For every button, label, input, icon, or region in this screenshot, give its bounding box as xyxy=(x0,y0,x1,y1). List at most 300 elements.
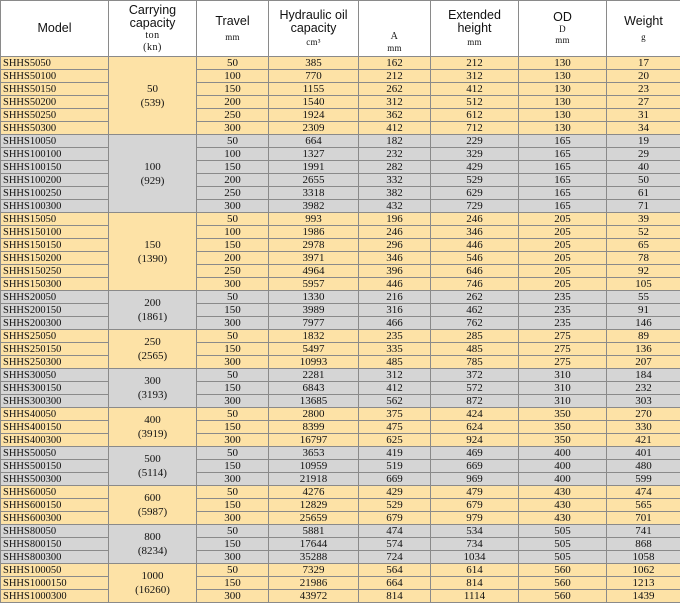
table-row xyxy=(1,330,680,343)
weight-cell: 868 xyxy=(607,538,680,551)
model-cell: SHHS800300 xyxy=(1,551,109,564)
model-cell: SHHS150200 xyxy=(1,252,109,265)
od-cell: 275 xyxy=(519,356,607,369)
model-cell: SHHS5050 xyxy=(1,57,109,70)
extended-height-cell: 624 xyxy=(431,421,519,434)
travel-cell: 100 xyxy=(197,70,269,83)
weight-cell: 31 xyxy=(607,109,680,122)
table-row xyxy=(1,343,680,356)
od-cell: 275 xyxy=(519,330,607,343)
model-cell: SHHS600300 xyxy=(1,512,109,525)
od-cell: 400 xyxy=(519,473,607,486)
model-cell: SHHS100300 xyxy=(1,200,109,213)
extended-height-cell: 679 xyxy=(431,499,519,512)
weight-cell: 565 xyxy=(607,499,680,512)
weight-cell: 270 xyxy=(607,408,680,421)
oil-capacity-cell: 2309 xyxy=(269,122,359,135)
model-cell: SHHS10050 xyxy=(1,135,109,148)
capacity-cell xyxy=(109,57,197,135)
extended-height-cell: 979 xyxy=(431,512,519,525)
oil-capacity-cell: 12829 xyxy=(269,499,359,512)
weight-cell: 40 xyxy=(607,161,680,174)
oil-capacity-cell: 10993 xyxy=(269,356,359,369)
travel-cell: 150 xyxy=(197,460,269,473)
od-cell: 130 xyxy=(519,57,607,70)
model-cell: SHHS15050 xyxy=(1,213,109,226)
a-cell: 232 xyxy=(359,148,431,161)
table-row xyxy=(1,356,680,369)
od-cell: 165 xyxy=(519,161,607,174)
capacity-ton: 800 xyxy=(144,531,161,543)
a-cell: 519 xyxy=(359,460,431,473)
a-cell: 412 xyxy=(359,122,431,135)
capacity-kn: (3919) xyxy=(137,428,168,440)
a-cell: 679 xyxy=(359,512,431,525)
weight-cell: 23 xyxy=(607,83,680,96)
capacity-kn: (8234) xyxy=(137,545,168,557)
model-cell: SHHS400300 xyxy=(1,434,109,447)
od-cell: 205 xyxy=(519,265,607,278)
oil-capacity-cell: 5497 xyxy=(269,343,359,356)
model-cell: SHHS30050 xyxy=(1,369,109,382)
travel-cell: 150 xyxy=(197,577,269,590)
model-cell: SHHS300300 xyxy=(1,395,109,408)
a-cell: 332 xyxy=(359,174,431,187)
capacity-cell xyxy=(109,213,197,291)
extended-height-cell: 669 xyxy=(431,460,519,473)
a-cell: 282 xyxy=(359,161,431,174)
extended-height-cell: 712 xyxy=(431,122,519,135)
oil-capacity-cell: 16797 xyxy=(269,434,359,447)
header-extended: Extended height mm xyxy=(431,1,519,57)
travel-cell: 150 xyxy=(197,239,269,252)
a-cell: 235 xyxy=(359,330,431,343)
travel-cell: 50 xyxy=(197,135,269,148)
extended-height-cell: 729 xyxy=(431,200,519,213)
table-row xyxy=(1,96,680,109)
extended-height-cell: 346 xyxy=(431,226,519,239)
weight-cell: 232 xyxy=(607,382,680,395)
od-cell: 205 xyxy=(519,226,607,239)
header-travel: Travel mm xyxy=(197,1,269,57)
table-row xyxy=(1,434,680,447)
weight-cell: 20 xyxy=(607,70,680,83)
extended-height-cell: 229 xyxy=(431,135,519,148)
weight-cell: 71 xyxy=(607,200,680,213)
od-cell: 430 xyxy=(519,512,607,525)
extended-height-cell: 629 xyxy=(431,187,519,200)
header-od-symbol: D xyxy=(559,24,566,34)
model-cell: SHHS600150 xyxy=(1,499,109,512)
a-cell: 196 xyxy=(359,213,431,226)
header-weight-unit: g xyxy=(641,31,646,42)
weight-cell: 55 xyxy=(607,291,680,304)
extended-height-cell: 924 xyxy=(431,434,519,447)
weight-cell: 61 xyxy=(607,187,680,200)
travel-cell: 50 xyxy=(197,486,269,499)
capacity-cell xyxy=(109,564,197,603)
capacity-ton: 300 xyxy=(144,375,161,387)
capacity-cell xyxy=(109,369,197,408)
travel-cell: 300 xyxy=(197,551,269,564)
table-row xyxy=(1,460,680,473)
table-row xyxy=(1,408,680,421)
table-row xyxy=(1,369,680,382)
extended-height-cell: 479 xyxy=(431,486,519,499)
table-row xyxy=(1,447,680,460)
od-cell: 205 xyxy=(519,252,607,265)
a-cell: 335 xyxy=(359,343,431,356)
extended-height-cell: 1114 xyxy=(431,590,519,603)
travel-cell: 300 xyxy=(197,512,269,525)
extended-height-cell: 529 xyxy=(431,174,519,187)
capacity-ton: 400 xyxy=(144,414,161,426)
table-row xyxy=(1,265,680,278)
a-cell: 396 xyxy=(359,265,431,278)
od-cell: 130 xyxy=(519,109,607,122)
travel-cell: 150 xyxy=(197,304,269,317)
a-cell: 485 xyxy=(359,356,431,369)
oil-capacity-cell: 1330 xyxy=(269,291,359,304)
model-cell: SHHS50150 xyxy=(1,83,109,96)
capacity-kn: (3193) xyxy=(137,389,168,401)
od-cell: 560 xyxy=(519,577,607,590)
oil-capacity-cell: 4964 xyxy=(269,265,359,278)
capacity-kn: (2565) xyxy=(137,350,168,362)
od-cell: 560 xyxy=(519,564,607,577)
oil-capacity-cell: 2978 xyxy=(269,239,359,252)
extended-height-cell: 412 xyxy=(431,83,519,96)
model-cell: SHHS200150 xyxy=(1,304,109,317)
model-cell: SHHS250150 xyxy=(1,343,109,356)
model-cell: SHHS25050 xyxy=(1,330,109,343)
a-cell: 182 xyxy=(359,135,431,148)
a-cell: 262 xyxy=(359,83,431,96)
travel-cell: 250 xyxy=(197,265,269,278)
weight-cell: 136 xyxy=(607,343,680,356)
travel-cell: 300 xyxy=(197,356,269,369)
weight-cell: 701 xyxy=(607,512,680,525)
oil-capacity-cell: 2800 xyxy=(269,408,359,421)
table-row xyxy=(1,83,680,96)
a-cell: 475 xyxy=(359,421,431,434)
weight-cell: 50 xyxy=(607,174,680,187)
a-cell: 316 xyxy=(359,304,431,317)
travel-cell: 50 xyxy=(197,564,269,577)
table-body xyxy=(1,57,680,603)
a-cell: 429 xyxy=(359,486,431,499)
model-cell: SHHS50300 xyxy=(1,122,109,135)
weight-cell: 401 xyxy=(607,447,680,460)
extended-height-cell: 462 xyxy=(431,304,519,317)
capacity-ton: 1000 xyxy=(141,570,164,582)
od-cell: 560 xyxy=(519,590,607,603)
capacity-ton: 600 xyxy=(144,492,161,504)
oil-capacity-cell: 2281 xyxy=(269,369,359,382)
header-capacity-unit-kn: (kn) xyxy=(143,41,162,53)
extended-height-cell: 612 xyxy=(431,109,519,122)
table-row xyxy=(1,395,680,408)
travel-cell: 300 xyxy=(197,590,269,603)
a-cell: 669 xyxy=(359,473,431,486)
table-row xyxy=(1,486,680,499)
table-row xyxy=(1,525,680,538)
travel-cell: 150 xyxy=(197,83,269,96)
travel-cell: 300 xyxy=(197,473,269,486)
table-row xyxy=(1,187,680,200)
capacity-kn: (1861) xyxy=(137,311,168,323)
weight-cell: 89 xyxy=(607,330,680,343)
weight-cell: 29 xyxy=(607,148,680,161)
table-row xyxy=(1,109,680,122)
weight-cell: 421 xyxy=(607,434,680,447)
header-oil-unit: cm³ xyxy=(306,37,321,47)
a-cell: 574 xyxy=(359,538,431,551)
model-cell: SHHS300150 xyxy=(1,382,109,395)
model-cell: SHHS50200 xyxy=(1,96,109,109)
oil-capacity-cell: 3989 xyxy=(269,304,359,317)
capacity-kn: (929) xyxy=(140,174,165,187)
table-row xyxy=(1,174,680,187)
a-cell: 346 xyxy=(359,252,431,265)
od-cell: 130 xyxy=(519,122,607,135)
model-cell: SHHS20050 xyxy=(1,291,109,304)
weight-cell: 1213 xyxy=(607,577,680,590)
od-cell: 310 xyxy=(519,382,607,395)
a-cell: 216 xyxy=(359,291,431,304)
a-cell: 312 xyxy=(359,96,431,109)
capacity-cell xyxy=(109,525,197,564)
weight-cell: 17 xyxy=(607,57,680,70)
header-od: OD D mm xyxy=(519,1,607,57)
extended-height-cell: 212 xyxy=(431,57,519,70)
a-cell: 724 xyxy=(359,551,431,564)
weight-cell: 184 xyxy=(607,369,680,382)
travel-cell: 50 xyxy=(197,408,269,421)
a-cell: 312 xyxy=(359,369,431,382)
model-cell: SHHS80050 xyxy=(1,525,109,538)
extended-height-cell: 1034 xyxy=(431,551,519,564)
travel-cell: 50 xyxy=(197,291,269,304)
travel-cell: 150 xyxy=(197,421,269,434)
capacity-cell xyxy=(109,135,197,213)
extended-height-cell: 512 xyxy=(431,96,519,109)
travel-cell: 150 xyxy=(197,382,269,395)
travel-cell: 150 xyxy=(197,161,269,174)
oil-capacity-cell: 1540 xyxy=(269,96,359,109)
extended-height-cell: 969 xyxy=(431,473,519,486)
oil-capacity-cell: 13685 xyxy=(269,395,359,408)
table-row xyxy=(1,564,680,577)
extended-height-cell: 572 xyxy=(431,382,519,395)
table-row xyxy=(1,304,680,317)
travel-cell: 200 xyxy=(197,96,269,109)
extended-height-cell: 329 xyxy=(431,148,519,161)
extended-height-cell: 312 xyxy=(431,70,519,83)
header-a: A mm xyxy=(359,1,431,57)
weight-cell: 474 xyxy=(607,486,680,499)
a-cell: 382 xyxy=(359,187,431,200)
extended-height-cell: 446 xyxy=(431,239,519,252)
oil-capacity-cell: 770 xyxy=(269,70,359,83)
oil-capacity-cell: 1924 xyxy=(269,109,359,122)
model-cell: SHHS100050 xyxy=(1,564,109,577)
a-cell: 446 xyxy=(359,278,431,291)
header-extended-unit: mm xyxy=(467,37,482,47)
a-cell: 474 xyxy=(359,525,431,538)
a-cell: 432 xyxy=(359,200,431,213)
oil-capacity-cell: 8399 xyxy=(269,421,359,434)
table-row xyxy=(1,148,680,161)
model-cell: SHHS150150 xyxy=(1,239,109,252)
table-row xyxy=(1,512,680,525)
weight-cell: 1062 xyxy=(607,564,680,577)
od-cell: 165 xyxy=(519,148,607,161)
oil-capacity-cell: 25659 xyxy=(269,512,359,525)
oil-capacity-cell: 35288 xyxy=(269,551,359,564)
extended-height-cell: 734 xyxy=(431,538,519,551)
travel-cell: 300 xyxy=(197,122,269,135)
od-cell: 165 xyxy=(519,135,607,148)
header-capacity-label: Carrying capacity xyxy=(128,2,177,30)
model-cell: SHHS100200 xyxy=(1,174,109,187)
model-cell: SHHS100150 xyxy=(1,161,109,174)
oil-capacity-cell: 1986 xyxy=(269,226,359,239)
weight-cell: 105 xyxy=(607,278,680,291)
model-cell: SHHS50100 xyxy=(1,70,109,83)
model-cell: SHHS100250 xyxy=(1,187,109,200)
extended-height-cell: 746 xyxy=(431,278,519,291)
model-cell: SHHS1000300 xyxy=(1,590,109,603)
extended-height-cell: 646 xyxy=(431,265,519,278)
travel-cell: 300 xyxy=(197,278,269,291)
table-row xyxy=(1,590,680,603)
od-cell: 275 xyxy=(519,343,607,356)
a-cell: 419 xyxy=(359,447,431,460)
model-cell: SHHS150100 xyxy=(1,226,109,239)
capacity-ton: 200 xyxy=(144,297,161,309)
model-cell: SHHS1000150 xyxy=(1,577,109,590)
table-row xyxy=(1,200,680,213)
oil-capacity-cell: 5881 xyxy=(269,525,359,538)
a-cell: 562 xyxy=(359,395,431,408)
weight-cell: 480 xyxy=(607,460,680,473)
model-cell: SHHS50050 xyxy=(1,447,109,460)
header-weight: Weight g xyxy=(607,1,680,57)
extended-height-cell: 785 xyxy=(431,356,519,369)
od-cell: 130 xyxy=(519,70,607,83)
extended-height-cell: 762 xyxy=(431,317,519,330)
header-capacity-unit-ton: ton xyxy=(145,29,160,41)
oil-capacity-cell: 4276 xyxy=(269,486,359,499)
travel-cell: 50 xyxy=(197,213,269,226)
od-cell: 235 xyxy=(519,317,607,330)
extended-height-cell: 872 xyxy=(431,395,519,408)
capacity-kn: (539) xyxy=(140,96,165,109)
extended-height-cell: 469 xyxy=(431,447,519,460)
oil-capacity-cell: 7977 xyxy=(269,317,359,330)
weight-cell: 1058 xyxy=(607,551,680,564)
header-row xyxy=(1,1,680,57)
model-cell: SHHS150250 xyxy=(1,265,109,278)
travel-cell: 50 xyxy=(197,330,269,343)
model-cell: SHHS200300 xyxy=(1,317,109,330)
travel-cell: 150 xyxy=(197,343,269,356)
oil-capacity-cell: 1991 xyxy=(269,161,359,174)
travel-cell: 300 xyxy=(197,395,269,408)
capacity-kn: (5987) xyxy=(137,506,168,518)
a-cell: 296 xyxy=(359,239,431,252)
od-cell: 505 xyxy=(519,538,607,551)
header-a-unit: mm xyxy=(387,43,402,53)
oil-capacity-cell: 6843 xyxy=(269,382,359,395)
oil-capacity-cell: 17644 xyxy=(269,538,359,551)
model-cell: SHHS250300 xyxy=(1,356,109,369)
od-cell: 130 xyxy=(519,83,607,96)
extended-height-cell: 424 xyxy=(431,408,519,421)
travel-cell: 50 xyxy=(197,447,269,460)
header-oil: Hydraulic oil capacity cm³ xyxy=(269,1,359,57)
oil-capacity-cell: 21986 xyxy=(269,577,359,590)
travel-cell: 300 xyxy=(197,200,269,213)
capacity-kn: (1390) xyxy=(137,252,168,265)
table-row xyxy=(1,135,680,148)
a-cell: 529 xyxy=(359,499,431,512)
travel-cell: 300 xyxy=(197,317,269,330)
extended-height-cell: 262 xyxy=(431,291,519,304)
weight-cell: 741 xyxy=(607,525,680,538)
header-capacity xyxy=(109,1,197,57)
od-cell: 350 xyxy=(519,408,607,421)
oil-capacity-cell: 664 xyxy=(269,135,359,148)
od-cell: 400 xyxy=(519,460,607,473)
model-cell: SHHS500150 xyxy=(1,460,109,473)
table-row xyxy=(1,382,680,395)
capacity-kn: (5114) xyxy=(138,467,167,479)
weight-cell: 91 xyxy=(607,304,680,317)
model-cell: SHHS400150 xyxy=(1,421,109,434)
oil-capacity-cell: 43972 xyxy=(269,590,359,603)
extended-height-cell: 614 xyxy=(431,564,519,577)
weight-cell: 27 xyxy=(607,96,680,109)
a-cell: 412 xyxy=(359,382,431,395)
weight-cell: 92 xyxy=(607,265,680,278)
model-cell: SHHS100100 xyxy=(1,148,109,161)
capacity-ton: 500 xyxy=(144,453,161,465)
weight-cell: 1439 xyxy=(607,590,680,603)
weight-cell: 78 xyxy=(607,252,680,265)
a-cell: 362 xyxy=(359,109,431,122)
model-cell: SHHS800150 xyxy=(1,538,109,551)
capacity-ton: 100 xyxy=(144,160,161,173)
oil-capacity-cell: 2655 xyxy=(269,174,359,187)
weight-cell: 65 xyxy=(607,239,680,252)
od-cell: 350 xyxy=(519,434,607,447)
model-cell: SHHS40050 xyxy=(1,408,109,421)
oil-capacity-cell: 5957 xyxy=(269,278,359,291)
od-cell: 205 xyxy=(519,278,607,291)
extended-height-cell: 546 xyxy=(431,252,519,265)
extended-height-cell: 429 xyxy=(431,161,519,174)
table-row xyxy=(1,473,680,486)
travel-cell: 200 xyxy=(197,252,269,265)
a-cell: 466 xyxy=(359,317,431,330)
oil-capacity-cell: 1832 xyxy=(269,330,359,343)
od-cell: 165 xyxy=(519,200,607,213)
extended-height-cell: 285 xyxy=(431,330,519,343)
oil-capacity-cell: 7329 xyxy=(269,564,359,577)
a-cell: 664 xyxy=(359,577,431,590)
